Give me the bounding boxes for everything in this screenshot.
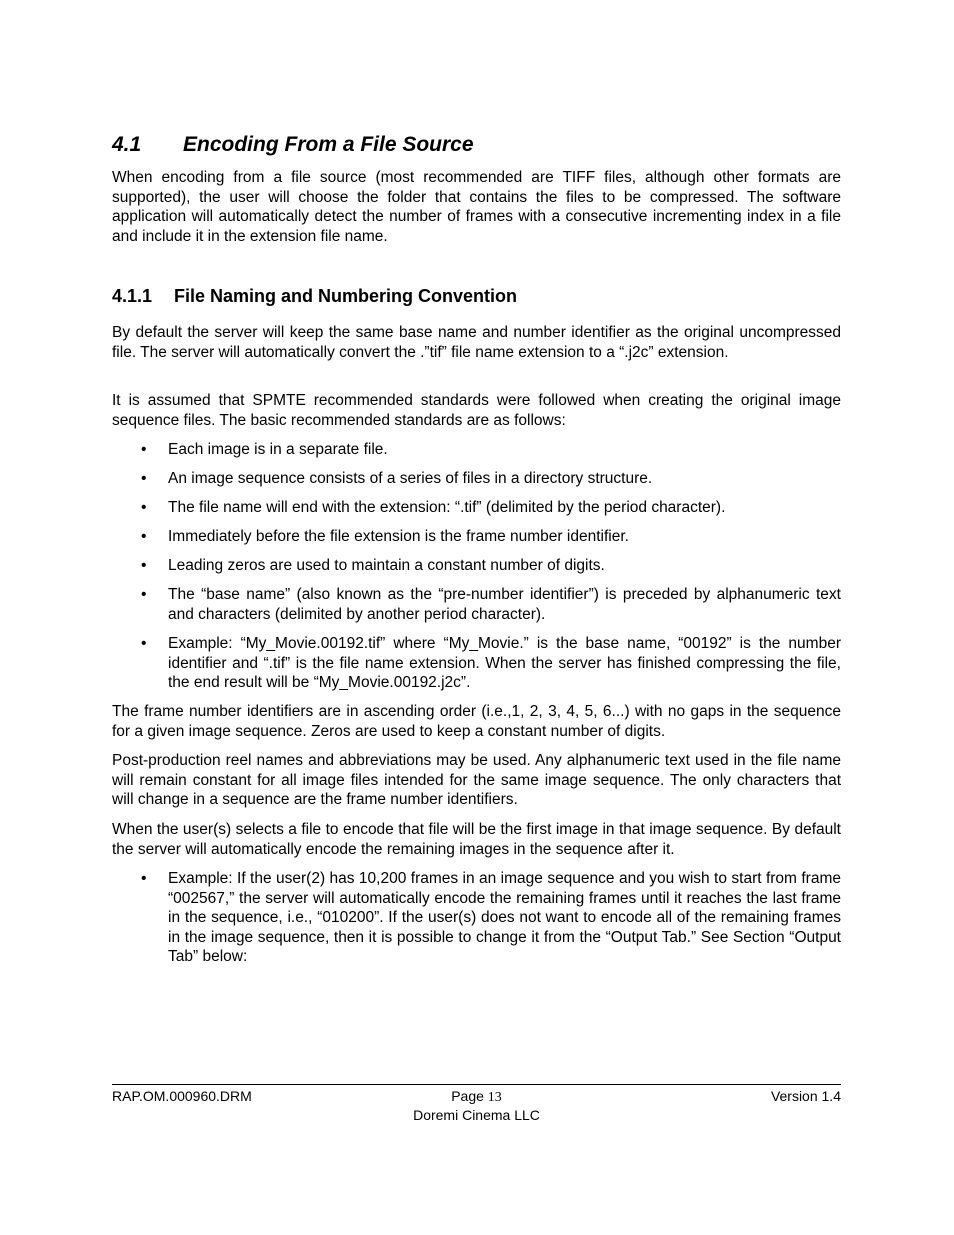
bullet-icon: • <box>141 499 147 516</box>
subsection-heading <box>112 286 517 307</box>
section-heading <box>112 133 474 157</box>
paragraph-text: When the user(s) selects a file to encode that file will be the first image in that image sequence. By default the server will automatically encode the remaining images in the sequence after it. <box>112 821 841 858</box>
footer-company: Doremi Cinema LLC <box>413 1107 540 1123</box>
paragraph-text: It is assumed that SPMTE recommended standards were followed when creating the original image sequence files. The basic recommended standards are as follows: <box>112 392 841 429</box>
list-item <box>112 869 841 967</box>
bullet-icon: • <box>141 470 147 487</box>
paragraph-text: Post-production reel names and abbreviations may be used. Any alphanumeric text used in the file name will remain constant for all image files intended for the same image sequence. The only characters that will change in a sequence are the frame number identifiers. <box>112 752 841 808</box>
bullet-icon: • <box>141 635 147 652</box>
footer-page-number: 13 <box>487 1090 502 1105</box>
paragraph-text: By default the server will keep the same base name and number identifier as the original uncompressed file. The server will automatically convert the .”tif” file name extension to a “.j2c” extension. <box>112 324 841 361</box>
subsection-number: 4.1.1 <box>112 286 153 306</box>
list-item-text: The “base name” (also known as the “pre-number identifier”) is preceded by alphanumeric text and characters (delimited by another period character). <box>168 586 841 623</box>
list-item <box>112 498 841 518</box>
list-item <box>112 556 841 576</box>
bullet-icon: • <box>141 557 147 574</box>
bullet-icon: • <box>141 586 147 603</box>
bullet-icon: • <box>141 528 147 545</box>
list-item <box>112 440 841 460</box>
list-item-text: Example: “My_Movie.00192.tif” where “My_Movie.” is the base name, “00192” is the number identifier and “.tif” is the file name extension. When the server has finished compressing the file, the end result will be “My_Movie.00192.j2c”. <box>168 635 841 691</box>
list-item-text: Leading zeros are used to maintain a constant number of digits. <box>168 557 605 574</box>
footer-version: Version 1.4 <box>770 1088 841 1104</box>
list-item <box>112 585 841 624</box>
paragraph-5 <box>112 820 841 859</box>
section-title: Encoding From a File Source <box>183 133 474 156</box>
paragraph-1 <box>112 323 841 362</box>
bullet-icon: • <box>141 441 147 458</box>
footer-doc-id: RAP.OM.000960.DRM <box>112 1088 252 1104</box>
list-item-text: Each image is in a separate file. <box>168 441 388 458</box>
list-item-text: The file name will end with the extension: “.tif” (delimited by the period character). <box>168 499 726 516</box>
list-item-text: Immediately before the file extension is the frame number identifier. <box>168 528 629 545</box>
section-number: 4.1 <box>112 133 142 156</box>
paragraph-4 <box>112 751 841 810</box>
footer-divider <box>112 1084 841 1085</box>
list-item <box>112 527 841 547</box>
list-item-text: Example: If the user(2) has 10,200 frames in an image sequence and you wish to start from frame “002567,” the server will automatically encode the remaining frames until it reaches the last frame in the sequence, i.e., “010200”. If the user(s) does not want to encode all of the remaining frames in the image sequence, then it is possible to change it from the “Output Tab.” See Section “Output Tab” below: <box>168 870 841 965</box>
list-item <box>112 469 841 489</box>
list-item-text: An image sequence consists of a series of files in a directory structure. <box>168 470 653 487</box>
footer-page-label: Page <box>451 1088 484 1104</box>
paragraph-3 <box>112 702 841 741</box>
section-intro <box>112 168 841 246</box>
footer-page <box>112 1087 841 1107</box>
paragraph-text: The frame number identifiers are in ascending order (i.e.,1, 2, 3, 4, 5, 6...) with no gaps in the sequence for a given image sequence. Zeros are used to keep a constant number of digits. <box>112 703 841 740</box>
bullet-icon: • <box>141 870 147 887</box>
list-item <box>112 634 841 693</box>
paragraph-2 <box>112 391 841 430</box>
subsection-title: File Naming and Numbering Convention <box>174 286 518 306</box>
intro-paragraph: When encoding from a file source (most recommended are TIFF files, although other formats are supported), the user will choose the folder that contains the files to be compressed. The software application will automatically detect the number of frames with a consecutive incrementing index in a file and include it in the extension file name. <box>112 169 841 245</box>
